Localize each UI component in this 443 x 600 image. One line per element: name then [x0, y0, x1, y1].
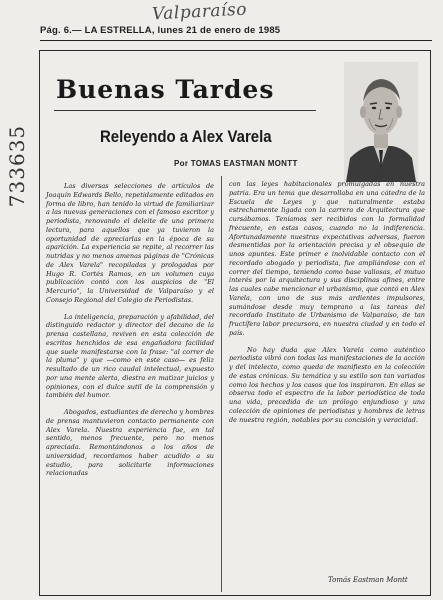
handwritten-note: Valparaíso [151, 0, 248, 25]
author-photo [344, 62, 418, 182]
paragraph: Las diversas selecciones de artículos de Joaquín Edwards Bello, repetidamente editados en forma de libro, han tenido la virtud de familiarizar a las nuevas generaciones con el famoso escritor y periodista, renovando el deleite de una primera lectura, para aquellos que ya tuvieron la oportunidad de apreciarlas en la época de su aparición. La experiencia se repite, al recorrer las nutridas y no menos amenas páginas de "Crónicas de Alex Varela" recopiladas y prologadas por Hugo R. Cortés Ramos, en un volumen cuya publicación contó con los auspicios de "El Mercurio", la Universidad de Valparaíso y el Consejo Regional del Colegio de Periodistas. [46, 182, 214, 304]
article-column-right [229, 180, 425, 432]
title-divider [54, 110, 316, 111]
paragraph: con las leyes habitacionales promulgadas en nuestra patria. Era un tema que desarrollaba en una cátedra de la Escuela de Leyes y que naturalmente estaba estrechamente ligada con la carrera de Arquitectura que cursábamos. Teníamos ser recibidos con la formalidad frecuente, en estas casos, cuando no la indiferencia. Afortunadamente nuestras expectativas adversas, fueron desmentidas por la orientación precisa y el obsequio de unos apuntes. Este primer e inolvidable contacto con el recordado abogado y periodista, fue ampliándose con el correr del tiempo, teniendo como base valiosas, el mutuo interés por la arquitectura y sus disciplinas afines, entre las cuales cabe mencionar el urbanismo, que contó en Alex Varela, con uno de sus más ardientes impulsores, sumándose desde muy temprano a las tareas del recordado Instituto de Urbanismo de Valparaíso, de tan fructífera labor precursora, en nuestra ciudad y en todo el país. [229, 180, 425, 337]
archive-number: 733635 [5, 124, 29, 208]
page-header: Pág. 6.— LA ESTRELLA, lunes 21 de enero de 1985 [40, 25, 281, 36]
article-headline: Releyendo a Alex Varela [100, 127, 272, 146]
paragraph: No hay duda que Alex Varela como auténtico periodista vibró con todas las manifestaciones de la acción y del intelecto, como queda de manifiesto en la colección de estas crónicas. Su temática y su estilo son tan variados como los hechos y los casos que los inspiraron. En ellas se observa todo el espectro de la labor periodística de toda una vida, precedida de un prólogo enjundioso y una colección de opiniones de periodistas y hombres de letras de nuestra región, notables por su concisión y veracidad. [229, 345, 425, 424]
archive-stamp [2, 112, 38, 222]
column-divider [221, 176, 222, 592]
paragraph: Abogados, estudiantes de derecho y hombres de prensa mantuvieron contacto permanente con Alex Varela. Nuestra experiencia fue, en tal sentido, menos frecuente, pero no menos apreciada. Remontándonos a los años de universidad, recordamos haber acudido a su estudio, para solicitarle informaciones relacionadas [46, 408, 214, 478]
author-signature: Tomás Eastman Montt [328, 576, 408, 584]
section-title: Buenas Tardes [56, 75, 275, 104]
portrait-image [344, 62, 418, 182]
paragraph: La inteligencia, preparación y afabilidad, del distinguido redactor y director del decano de la prensa castellana, reviven en esta colección de escritos henchidos de esa engañadora facilidad que suele manifestarse con la frase: "al correr de la pluma" y que —como en este caso— es feliz resultado de un rico caudal intelectual, expuesto por una mente alerta, diestra en matizar juicios y opiniones, con el dulce sutil de la comprensión y también del humor. [46, 312, 214, 400]
header-divider [40, 40, 432, 41]
article-column-left [46, 182, 214, 486]
article-byline: Por TOMAS EASTMAN MONTT [174, 159, 298, 168]
